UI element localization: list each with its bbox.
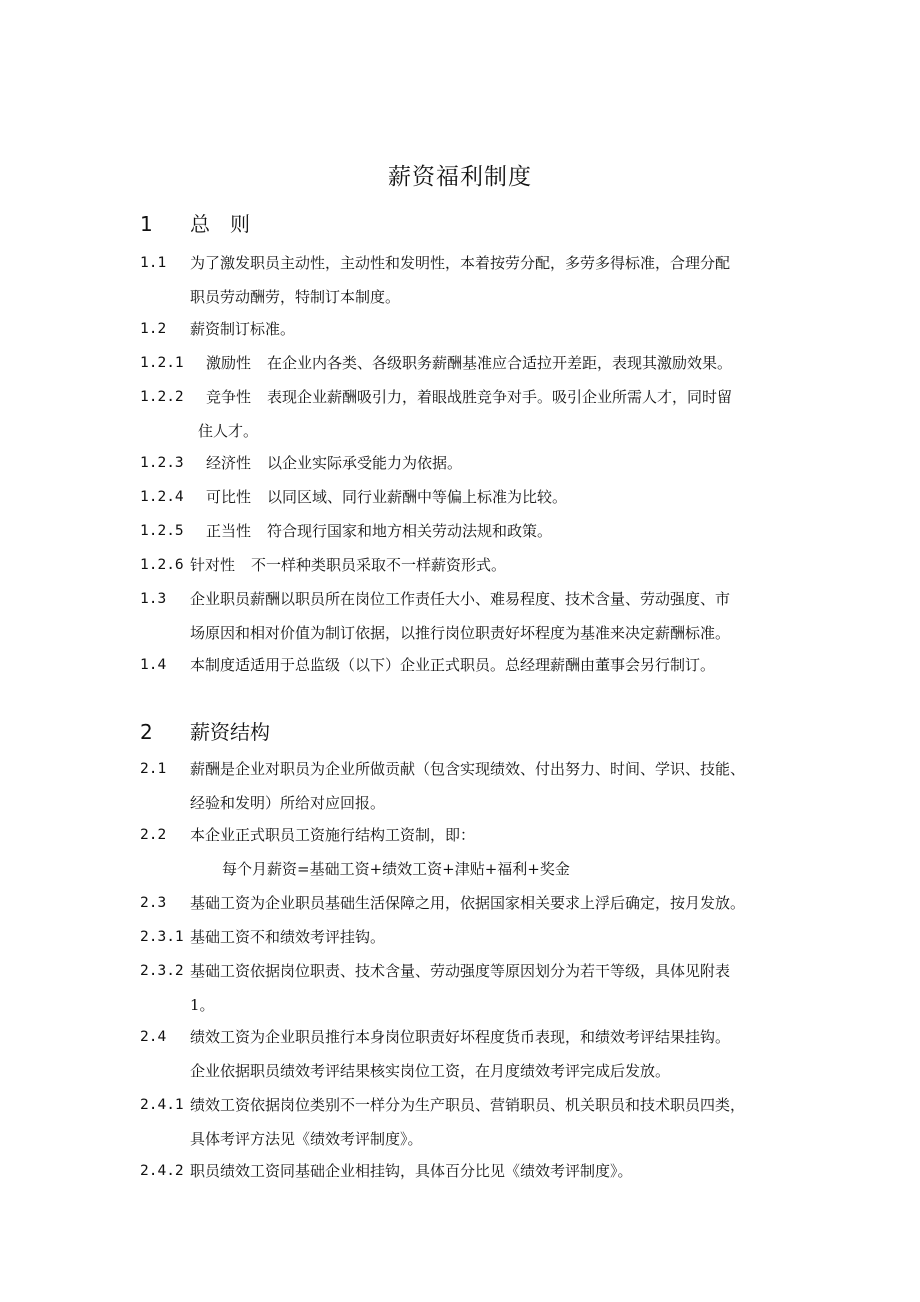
clause-number: 2.4.2 [140, 1163, 184, 1179]
clause-keyword: 竞争性 [206, 388, 252, 406]
clause-number: 1.3 [140, 591, 167, 607]
clause-number: 1.2.6 [140, 557, 184, 573]
clause-text [206, 480, 784, 514]
clause-number: 1.2.3 [140, 455, 184, 471]
clause-text: 基础工资依据岗位职责、技术含量、劳动强度等原因划分为若干等级，具体见附表 [190, 962, 731, 980]
section-number: 2 [140, 720, 153, 744]
clause-text [206, 514, 784, 548]
section-heading-2 [140, 716, 270, 745]
clause-text: 绩效工资为企业职员推行本身岗位职责好坏程度货币表现，和绩效考评结果挂钩。 [190, 1028, 731, 1046]
clause-body: 在企业内各类、各级职务薪酬基准应合适拉开差距，表现其激励效果。 [267, 354, 733, 372]
clause-body: 符合现行国家和地方相关劳动法规和政策。 [267, 522, 553, 540]
clause-text: 基础工资为企业职员基础生活保障之用，依据国家相关要求上浮后确定，按月发放。 [190, 894, 746, 912]
clause-number: 1.2.1 [140, 355, 184, 371]
clause-keyword: 可比性 [206, 488, 252, 506]
clause-body: 不一样种类职员采取不一样薪资形式。 [251, 556, 507, 574]
clause-number: 2.3 [140, 895, 167, 911]
clause-number: 1.1 [140, 255, 167, 271]
clause-number: 2.4 [140, 1029, 167, 1045]
clause-keyword: 经济性 [206, 454, 252, 472]
clause-text: 职员绩效工资同基础企业相挂钩，具体百分比见《绩效考评制度》。 [190, 1162, 633, 1180]
clause-number: 2.3.2 [140, 963, 184, 979]
clause-text: 本制度适适用于总监级（以下）企业正式职员。总经理薪酬由董事会另行制订。 [190, 656, 716, 674]
clause-text: 薪资制订标准。 [190, 320, 296, 338]
clause-number: 1.2.5 [140, 523, 184, 539]
clause-keyword: 正当性 [206, 522, 252, 540]
clause-body: 以企业实际承受能力为依据。 [267, 454, 463, 472]
clause-number: 1.2.2 [140, 389, 184, 405]
clause-text-cont: 1。 [190, 996, 215, 1014]
clause-body: 以同区域、同行业薪酬中等偏上标准为比较。 [267, 488, 568, 506]
clause-keyword: 针对性 [190, 556, 236, 574]
clause-text [206, 346, 784, 380]
clause-text [206, 446, 784, 480]
clause-number: 1.4 [140, 657, 167, 673]
clause-text-cont: 企业依据职员绩效考评结果核实岗位工资，在月度绩效考评完成后发放。 [190, 1062, 671, 1080]
clause-text [206, 380, 784, 414]
clause-text-cont: 职员劳动酬劳，特制订本制度。 [190, 288, 401, 306]
clause-text: 为了激发职员主动性，主动性和发明性，本着按劳分配，多劳多得标准，合理分配 [190, 254, 731, 272]
clause-text: 薪酬是企业对职员为企业所做贡献（包含实现绩效、付出努力、时间、学识、技能、 [190, 760, 746, 778]
clause-number: 2.4.1 [140, 1097, 184, 1113]
clause-keyword: 激励性 [206, 354, 252, 372]
clause-text-cont: 具体考评方法见《绩效考评制度》。 [190, 1130, 423, 1148]
clause-text-cont: 经验和发明）所给对应回报。 [190, 794, 386, 812]
clause-text: 企业职员薪酬以职员所在岗位工作责任大小、难易程度、技术含量、劳动强度、市 [190, 590, 731, 608]
clause-body: 表现企业薪酬吸引力，着眼战胜竞争对手。吸引企业所需人才，同时留 [267, 388, 733, 406]
clause-text: 绩效工资依据岗位类别不一样分为生产职员、营销职员、机关职员和技术职员四类， [190, 1096, 746, 1114]
clause-text: 基础工资不和绩效考评挂钩。 [190, 928, 386, 946]
clause-text-cont: 场原因和相对价值为制订依据，以推行岗位职责好坏程度为基准来决定薪酬标准。 [190, 624, 731, 642]
clause-text: 本企业正式职员工资施行结构工资制，即： [190, 826, 476, 844]
clause-number: 2.1 [140, 761, 167, 777]
document-title: 薪资福利制度 [388, 164, 532, 190]
clause-number: 1.2 [140, 321, 167, 337]
clause-number: 2.3.1 [140, 929, 184, 945]
section-title: 总 则 [190, 212, 250, 236]
section-number: 1 [140, 212, 153, 236]
section-title: 薪资结构 [190, 720, 270, 744]
clause-number: 2.2 [140, 827, 167, 843]
clause-text-cont: 住人才。 [198, 422, 259, 440]
clause-text [190, 548, 784, 582]
section-heading-1 [140, 208, 250, 237]
salary-formula: 每个月薪资=基础工资+绩效工资+津贴+福利+奖金 [222, 860, 570, 878]
clause-number: 1.2.4 [140, 489, 184, 505]
